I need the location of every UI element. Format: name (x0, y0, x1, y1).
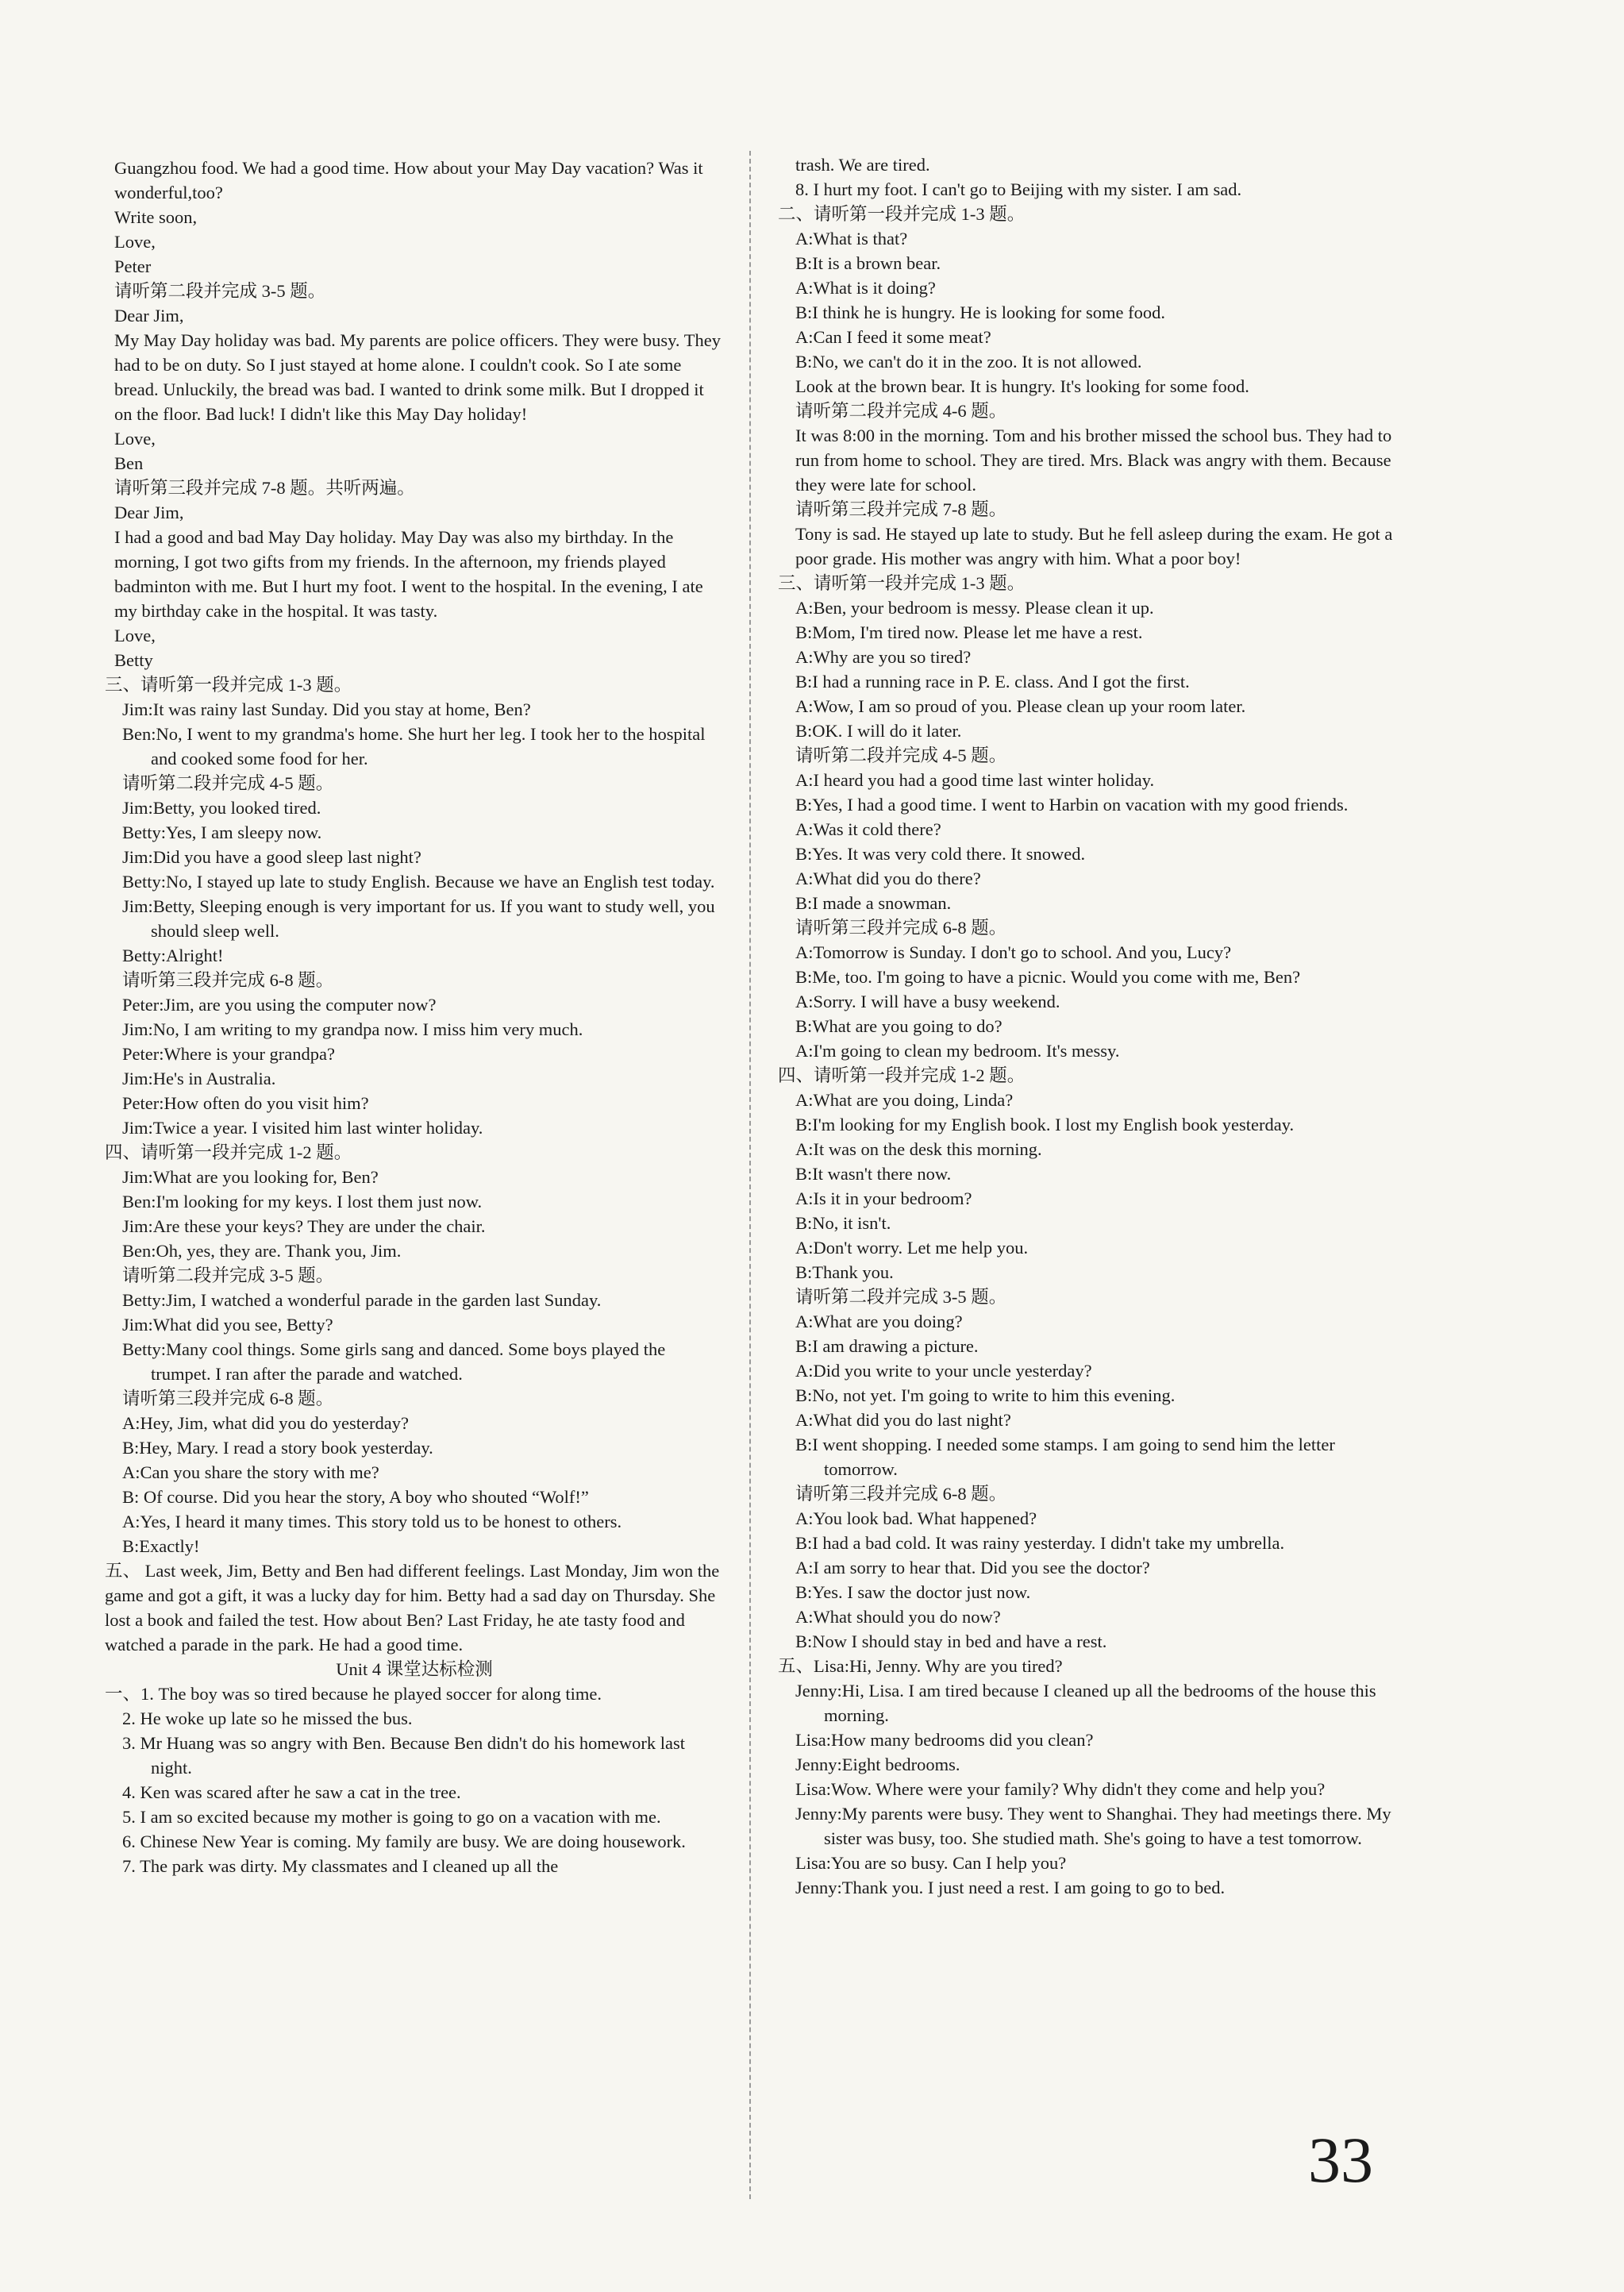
text-line: 请听第三段并完成 6-8 题。 (795, 1484, 1007, 1504)
column-divider (749, 151, 751, 2199)
text-line: B:Yes. It was very cold there. It snowed. (795, 844, 1086, 864)
text-line: Jim:It was rainy last Sunday. Did you stay at home, Ben? (122, 699, 531, 719)
text-line: 2. He woke up late so he missed the bus. (122, 1708, 413, 1728)
text-line: Betty:Jim, I watched a wonderful parade in the garden last Sunday. (122, 1290, 602, 1310)
left-column (105, 156, 724, 1878)
text-line: Jim:What are you looking for, Ben? (122, 1167, 379, 1187)
text-line: Lisa:Wow. Where were your family? Why didn't they come and help you? (795, 1779, 1326, 1799)
text-line: A:What is that? (795, 229, 908, 248)
text-line: A:Ben, your bedroom is messy. Please clean it up. (795, 598, 1154, 618)
text-line: Jenny:Eight bedrooms. (795, 1755, 960, 1774)
text-line: Peter:How often do you visit him? (122, 1093, 369, 1113)
text-line: Peter:Where is your grandpa? (122, 1044, 336, 1064)
text-line: Betty (114, 650, 153, 670)
text-line: Jenny:Thank you. I just need a rest. I am going to go to bed. (795, 1878, 1226, 1897)
text-line: 请听第三段并完成 7-8 题。 (795, 499, 1007, 519)
text-line: A:I am sorry to hear that. Did you see the doctor? (795, 1558, 1150, 1577)
text-line: 请听第二段并完成 3-5 题。 (795, 1287, 1007, 1307)
text-line: Look at the brown bear. It is hungry. It's looking for some food. (795, 376, 1249, 396)
text-line: Write soon, (114, 207, 198, 227)
text-line: Ben:I'm looking for my keys. I lost them just now. (122, 1192, 483, 1211)
text-line: A:Did you write to your uncle yesterday? (795, 1361, 1092, 1381)
text-line: 请听第三段并完成 6-8 题。 (122, 1389, 334, 1408)
text-line: My May Day holiday was bad. My parents are police officers. They were busy. They had to be on duty. So I just stayed at home alone. I couldn't cook. So I ate some bread. Unluckily, the bread was bad. I wanted to drink some milk. But I dropped it on the floor. Bad luck! I didn't like this May Day holiday! (114, 330, 721, 424)
text-line: B: Of course. Did you hear the story, A boy who shouted “Wolf!” (122, 1487, 589, 1507)
text-line: Love, (114, 429, 156, 449)
text-line: A:I heard you had a good time last winter holiday. (795, 770, 1155, 790)
text-line: 请听第二段并完成 4-5 题。 (122, 773, 334, 793)
text-line: A:Sorry. I will have a busy weekend. (795, 992, 1060, 1011)
text-line: Peter:Jim, are you using the computer now? (122, 995, 437, 1015)
text-line: B:Yes, I had a good time. I went to Harbin on vacation with my good friends. (795, 795, 1349, 815)
text-line: 3. Mr Huang was so angry with Ben. Because Ben didn't do his homework last night. (122, 1733, 685, 1778)
text-line: A:Tomorrow is Sunday. I don't go to school. And you, Lucy? (795, 942, 1232, 962)
text-line: Peter (114, 256, 152, 276)
text-line: I had a good and bad May Day holiday. May Day was also my birthday. In the morning, I got two gifts from my friends. In the afternoon, my friends played badminton with me. But I hurt my foot. I went to the hospital. In the evening, I ate my birthday cake in the hospital. It was tasty. (114, 527, 703, 621)
text-line: Guangzhou food. We had a good time. How about your May Day vacation? Was it wonderful,too? (114, 158, 703, 202)
text-line: B:I think he is hungry. He is looking for some food. (795, 302, 1165, 322)
text-line: B:OK. I will do it later. (795, 721, 962, 741)
text-line: A:What are you doing, Linda? (795, 1090, 1014, 1110)
text-line: B:It is a brown bear. (795, 253, 941, 273)
text-line: 请听第二段并完成 4-5 题。 (795, 745, 1007, 765)
text-line: 请听第二段并完成 3-5 题。 (114, 281, 326, 301)
text-line: A:What are you doing? (795, 1312, 963, 1331)
text-line: Jim:Did you have a good sleep last night? (122, 847, 421, 867)
text-line: B:I had a running race in P. E. class. And I got the first. (795, 672, 1190, 691)
text-line: Jim:Betty, you looked tired. (122, 798, 321, 818)
text-line: Lisa:You are so busy. Can I help you? (795, 1853, 1067, 1873)
text-line: A:What is it doing? (795, 278, 936, 298)
text-line: A:Is it in your bedroom? (795, 1188, 972, 1208)
text-line: A:Hey, Jim, what did you do yesterday? (122, 1413, 409, 1433)
text-line: B:No, we can't do it in the zoo. It is not allowed. (795, 352, 1142, 372)
text-line: B:Now I should stay in bed and have a rest. (795, 1631, 1107, 1651)
text-line: Jim:What did you see, Betty? (122, 1315, 333, 1335)
text-line: Tony is sad. He stayed up late to study. But he fell asleep during the exam. He got a poor grade. His mother was angry with him. What a poor boy! (795, 524, 1393, 568)
text-line: 五、Lisa:Hi, Jenny. Why are you tired? (778, 1656, 1063, 1676)
text-line: B:I made a snowman. (795, 893, 952, 913)
text-line: A:Can you share the story with me? (122, 1462, 379, 1482)
text-line: B:I am drawing a picture. (795, 1336, 979, 1356)
text-line: B:Mom, I'm tired now. Please let me have a rest. (795, 622, 1143, 642)
text-line: 二、请听第一段并完成 1-3 题。 (778, 204, 1026, 224)
text-line: 6. Chinese New Year is coming. My family are busy. We are doing housework. (122, 1832, 686, 1851)
text-line: 8. I hurt my foot. I can't go to Beijing with my sister. I am sad. (795, 179, 1242, 199)
text-line: B:Hey, Mary. I read a story book yesterday. (122, 1438, 433, 1458)
text-line: Dear Jim, (114, 306, 184, 326)
text-line: A:Can I feed it some meat? (795, 327, 991, 347)
text-line: A:What did you do there? (795, 869, 981, 888)
text-line: 请听第三段并完成 6-8 题。 (122, 970, 334, 990)
text-line: 三、请听第一段并完成 1-3 题。 (105, 675, 352, 695)
text-line: trash. We are tired. (795, 155, 930, 175)
text-line: Jenny:My parents were busy. They went to Shanghai. They had meetings there. My sister was busy, too. She studied math. She's going to have a test tomorrow. (795, 1804, 1391, 1848)
text-line: A:I'm going to clean my bedroom. It's messy. (795, 1041, 1120, 1061)
text-line: Jim:Betty, Sleeping enough is very important for us. If you want to study well, you should sleep well. (122, 896, 715, 941)
text-line: Jim:Twice a year. I visited him last winter holiday. (122, 1118, 483, 1138)
right-column (778, 152, 1405, 1900)
text-line: It was 8:00 in the morning. Tom and his brother missed the school bus. They had to run from home to school. They are tired. Mrs. Black was angry with them. Because they were late for school. (795, 426, 1392, 495)
text-line: A:What did you do last night? (795, 1410, 1011, 1430)
text-line: Jim:Are these your keys? They are under the chair. (122, 1216, 486, 1236)
text-line: Lisa:How many bedrooms did you clean? (795, 1730, 1094, 1750)
text-line: A:Wow, I am so proud of you. Please clean up your room later. (795, 696, 1246, 716)
text-line: Ben:Oh, yes, they are. Thank you, Jim. (122, 1241, 402, 1261)
text-line: Jim:He's in Australia. (122, 1069, 276, 1088)
text-line: Betty:Alright! (122, 946, 224, 965)
text-line: 四、请听第一段并完成 1-2 题。 (105, 1142, 352, 1162)
text-line: A:Yes, I heard it many times. This story told us to be honest to others. (122, 1512, 622, 1531)
text-line: Betty:No, I stayed up late to study English. Because we have an English test today. (122, 872, 715, 892)
text-line: Love, (114, 232, 156, 252)
text-line: B:I had a bad cold. It was rainy yesterday. I didn't take my umbrella. (795, 1533, 1285, 1553)
text-line: Jim:No, I am writing to my grandpa now. I miss him very much. (122, 1019, 583, 1039)
text-line: B:Me, too. I'm going to have a picnic. Would you come with me, Ben? (795, 967, 1301, 987)
text-line: 请听第三段并完成 6-8 题。 (795, 918, 1007, 938)
text-line: B:I'm looking for my English book. I lost my English book yesterday. (795, 1115, 1295, 1134)
text-line: A:You look bad. What happened? (795, 1508, 1037, 1528)
text-line: B:No, it isn't. (795, 1213, 891, 1233)
text-line: Love, (114, 626, 156, 645)
text-line: B:Thank you. (795, 1262, 894, 1282)
text-line: 三、请听第一段并完成 1-3 题。 (778, 573, 1026, 593)
text-line: 请听第二段并完成 3-5 题。 (122, 1265, 334, 1285)
text-line: Betty:Yes, I am sleepy now. (122, 822, 322, 842)
text-line: A:What should you do now? (795, 1607, 1001, 1627)
text-line: Ben:No, I went to my grandma's home. She hurt her leg. I took her to the hospital and cooked some food for her. (122, 724, 706, 768)
text-line: B:What are you going to do? (795, 1016, 1002, 1036)
page-number: 33 (1308, 2124, 1373, 2196)
text-line: Betty:Many cool things. Some girls sang and danced. Some boys played the trumpet. I ran after the parade and watched. (122, 1339, 666, 1384)
text-line: 请听第三段并完成 7-8 题。共听两遍。 (114, 478, 415, 498)
text-line: 一、1. The boy was so tired because he played soccer for along time. (105, 1684, 602, 1704)
text-line: 五、 Last week, Jim, Betty and Ben had different feelings. Last Monday, Jim won the game and got a gift, it was a lucky day for him. Betty had a sad day on Thursday. She lost a book and failed the test. How about Ben? Last Friday, he ate tasty food and watched a parade in the park. He had a good time. (105, 1561, 720, 1654)
text-line: A:Was it cold there? (795, 819, 941, 839)
text-line: B:No, not yet. I'm going to write to him this evening. (795, 1385, 1176, 1405)
text-line: B:Exactly! (122, 1536, 200, 1556)
text-line: A:It was on the desk this morning. (795, 1139, 1042, 1159)
text-line: B:It wasn't there now. (795, 1164, 952, 1184)
text-line: A:Why are you so tired? (795, 647, 972, 667)
text-line: 7. The park was dirty. My classmates and I cleaned up all the (122, 1856, 559, 1876)
text-line: Ben (114, 453, 144, 473)
text-line: B:Yes. I saw the doctor just now. (795, 1582, 1031, 1602)
text-line: 请听第二段并完成 4-6 题。 (795, 401, 1007, 421)
text-line: A:Don't worry. Let me help you. (795, 1238, 1029, 1258)
text-line: B:I went shopping. I needed some stamps. I am going to send him the letter tomorrow. (795, 1435, 1335, 1479)
text-line: 4. Ken was scared after he saw a cat in the tree. (122, 1782, 461, 1802)
text-line: Unit 4 课堂达标检测 (336, 1659, 493, 1679)
text-line: 四、请听第一段并完成 1-2 题。 (778, 1065, 1026, 1085)
text-line: Jenny:Hi, Lisa. I am tired because I cleaned up all the bedrooms of the house this morning. (795, 1681, 1376, 1725)
text-line: 5. I am so excited because my mother is going to go on a vacation with me. (122, 1807, 661, 1827)
text-line: Dear Jim, (114, 503, 184, 522)
